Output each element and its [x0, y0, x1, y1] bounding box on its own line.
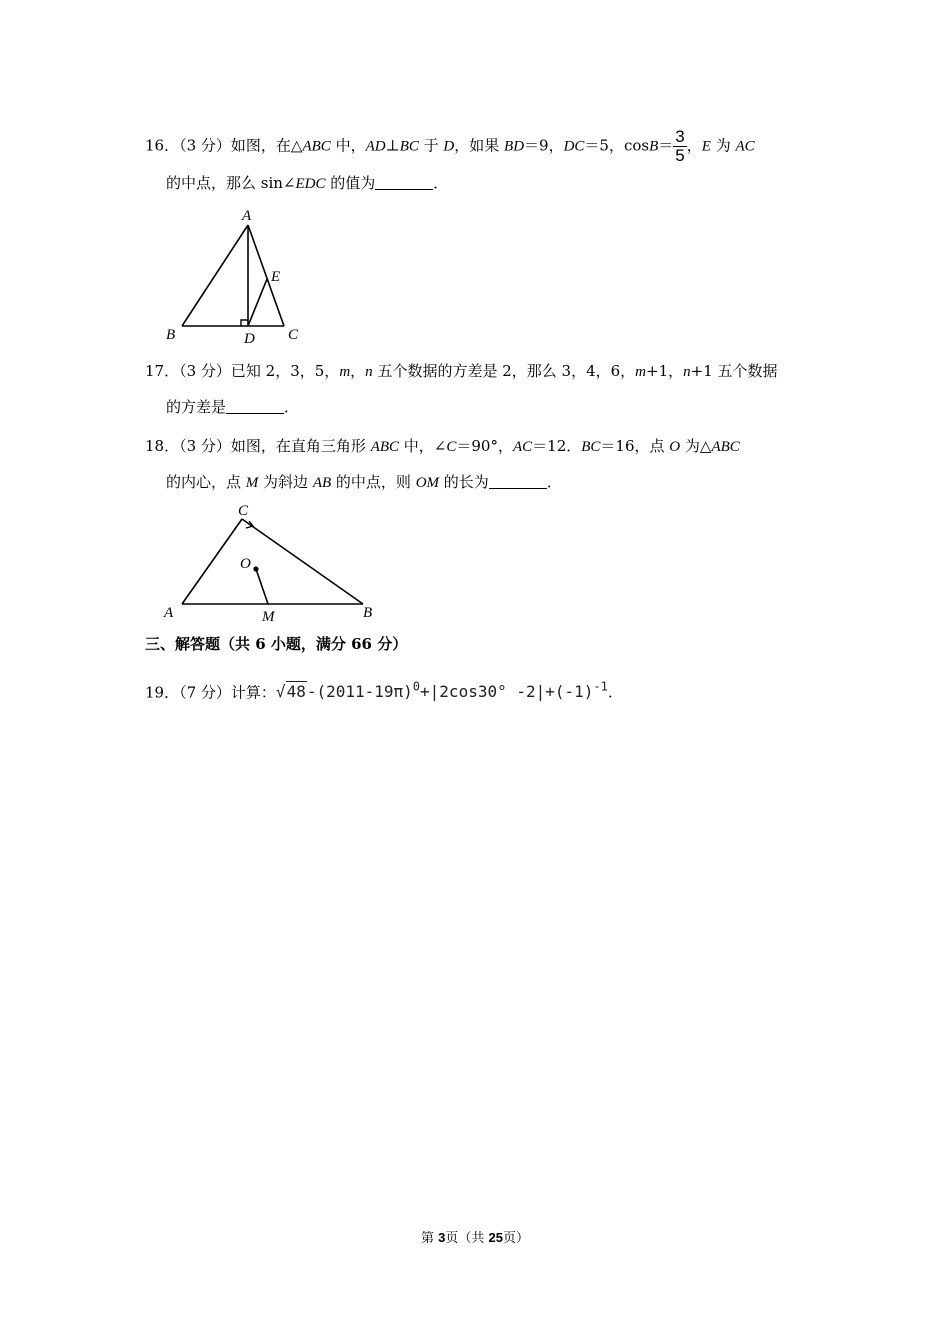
exponent: -1: [593, 680, 608, 694]
q18-line1: [145, 436, 740, 457]
q18-var: AC: [512, 439, 533, 455]
q16-var: BC: [399, 138, 419, 155]
footer-text: 第: [421, 1231, 439, 1246]
q18-number: 18．: [145, 437, 180, 455]
q18-var: AB: [312, 475, 332, 491]
q17-text: ，: [350, 362, 366, 380]
label-B: B: [166, 327, 176, 343]
q18-var: M: [245, 475, 259, 491]
q17-number: 17．: [145, 362, 180, 380]
label-C: C: [288, 327, 299, 343]
label-A: A: [164, 605, 174, 621]
q16-text: 为: [710, 136, 736, 155]
q16-number: 16．: [145, 136, 180, 155]
q17-text: 已知 2，3，5，: [230, 362, 340, 380]
footer-text: 页）: [502, 1231, 529, 1246]
q16-text: 的值为: [325, 174, 376, 192]
answer-blank: [226, 399, 284, 414]
segment-DE: [248, 279, 267, 326]
q17-text: ．: [284, 398, 300, 416]
segment-AB: [182, 225, 248, 326]
point-O: [253, 566, 258, 571]
q17-var: n: [683, 364, 691, 380]
q17-text: +1，: [646, 362, 684, 380]
formula-part: +|2cos30° -2|+(-1): [420, 682, 594, 702]
label-M: M: [262, 609, 275, 625]
q16-var: AC: [735, 138, 755, 155]
q18-text: 的中点，则: [331, 473, 416, 491]
q18-var: OM: [415, 475, 440, 491]
q16-text: ，如果: [454, 136, 505, 155]
q16-text: 的中点，那么 sin∠: [166, 174, 296, 192]
q16-figure: [160, 205, 310, 345]
q18-score: （3 分）: [179, 437, 231, 455]
q16-var: B: [649, 138, 659, 155]
q18-line2: [166, 472, 562, 493]
q17-var: n: [365, 364, 373, 380]
right-angle-mark: [241, 320, 248, 326]
q19-formula: [276, 682, 608, 701]
page-number: 3: [438, 1230, 446, 1245]
q16-text: ＝: [658, 136, 674, 155]
q16-text: 如图，在△: [230, 136, 303, 155]
section-heading: 三、解答题（共 6 小题，满分 66 分）: [145, 635, 408, 653]
q18-text: 的长为: [439, 473, 489, 491]
q16-text: ．: [433, 174, 449, 192]
q17-line2: [166, 397, 299, 417]
q17-text: 五个数据的方差是 2，那么 3，4，6，: [372, 362, 636, 380]
segment-AC: [182, 519, 242, 604]
q18-text: ＝16，点: [600, 437, 670, 455]
q18-var: ABC: [370, 439, 400, 455]
q17-var: m: [339, 364, 351, 380]
exponent: 0: [412, 680, 421, 694]
q19-score: （7 分）: [179, 683, 231, 702]
label-O: O: [240, 556, 251, 572]
answer-blank: [489, 474, 547, 489]
q16-var: D: [443, 138, 455, 155]
q18-text: ＝90°，: [456, 437, 513, 455]
q18-text: 中，∠: [399, 437, 447, 455]
q16-score: （3 分）: [179, 136, 231, 155]
label-A: A: [242, 208, 252, 224]
q17-text: 的方差是: [166, 398, 227, 416]
fraction-denominator: 5: [675, 146, 685, 165]
q16-var: E: [701, 138, 711, 155]
q18-text: 的内心，点: [166, 473, 246, 491]
q16-var: DC: [563, 138, 585, 155]
formula-part: -(2011-19π): [306, 682, 413, 702]
q18-text: 为斜边: [258, 473, 313, 491]
segment-BC: [242, 519, 363, 604]
cos-fraction: [673, 128, 686, 165]
sqrt-symbol: √48: [275, 682, 306, 702]
q16-text: 中，: [330, 136, 366, 155]
label-E: E: [271, 269, 281, 285]
label-B: B: [363, 605, 373, 621]
q17-var: m: [635, 364, 646, 380]
label-C: C: [238, 503, 249, 519]
q16-var: ABC: [302, 138, 331, 155]
sqrt-radicand: 48: [286, 682, 306, 702]
q18-figure: [160, 500, 390, 625]
q17-text: +1 五个数据: [690, 362, 778, 380]
q16-text: 于: [418, 136, 444, 155]
q16-line2: [166, 173, 448, 194]
q16-var: AD: [365, 138, 386, 155]
q16-text: ，: [686, 136, 702, 155]
q18-text: 为△: [680, 437, 712, 455]
q18-var: ABC: [711, 439, 740, 455]
fraction-numerator: 3: [675, 127, 685, 146]
q16-text: ＝9，: [524, 136, 564, 155]
footer-text: 页（共: [445, 1231, 489, 1246]
q19-text: 计算：: [230, 683, 276, 702]
q17-score: （3 分）: [179, 362, 231, 380]
q18-text: ＝12．: [532, 437, 582, 455]
q16-var: EDC: [295, 176, 326, 192]
q19-line1: [145, 675, 613, 701]
q18-var: C: [446, 439, 457, 455]
q18-text: 如图，在直角三角形: [230, 437, 371, 455]
label-D: D: [244, 331, 255, 345]
page-footer: [0, 1227, 950, 1246]
q16-text: ⊥: [385, 136, 400, 155]
q19-text: .: [607, 683, 613, 702]
q16-var: BD: [504, 138, 525, 155]
q18-var: BC: [581, 439, 601, 455]
q19-number: 19．: [145, 683, 180, 702]
page-total: 25: [488, 1230, 503, 1245]
q18-text: ．: [546, 473, 562, 491]
q16-line1: [145, 127, 755, 165]
q16-text: ＝5，cos: [584, 136, 650, 155]
segment-OM: [256, 569, 268, 604]
answer-blank: [375, 175, 433, 190]
q17-line1: [145, 361, 778, 382]
q18-var: O: [669, 439, 681, 455]
